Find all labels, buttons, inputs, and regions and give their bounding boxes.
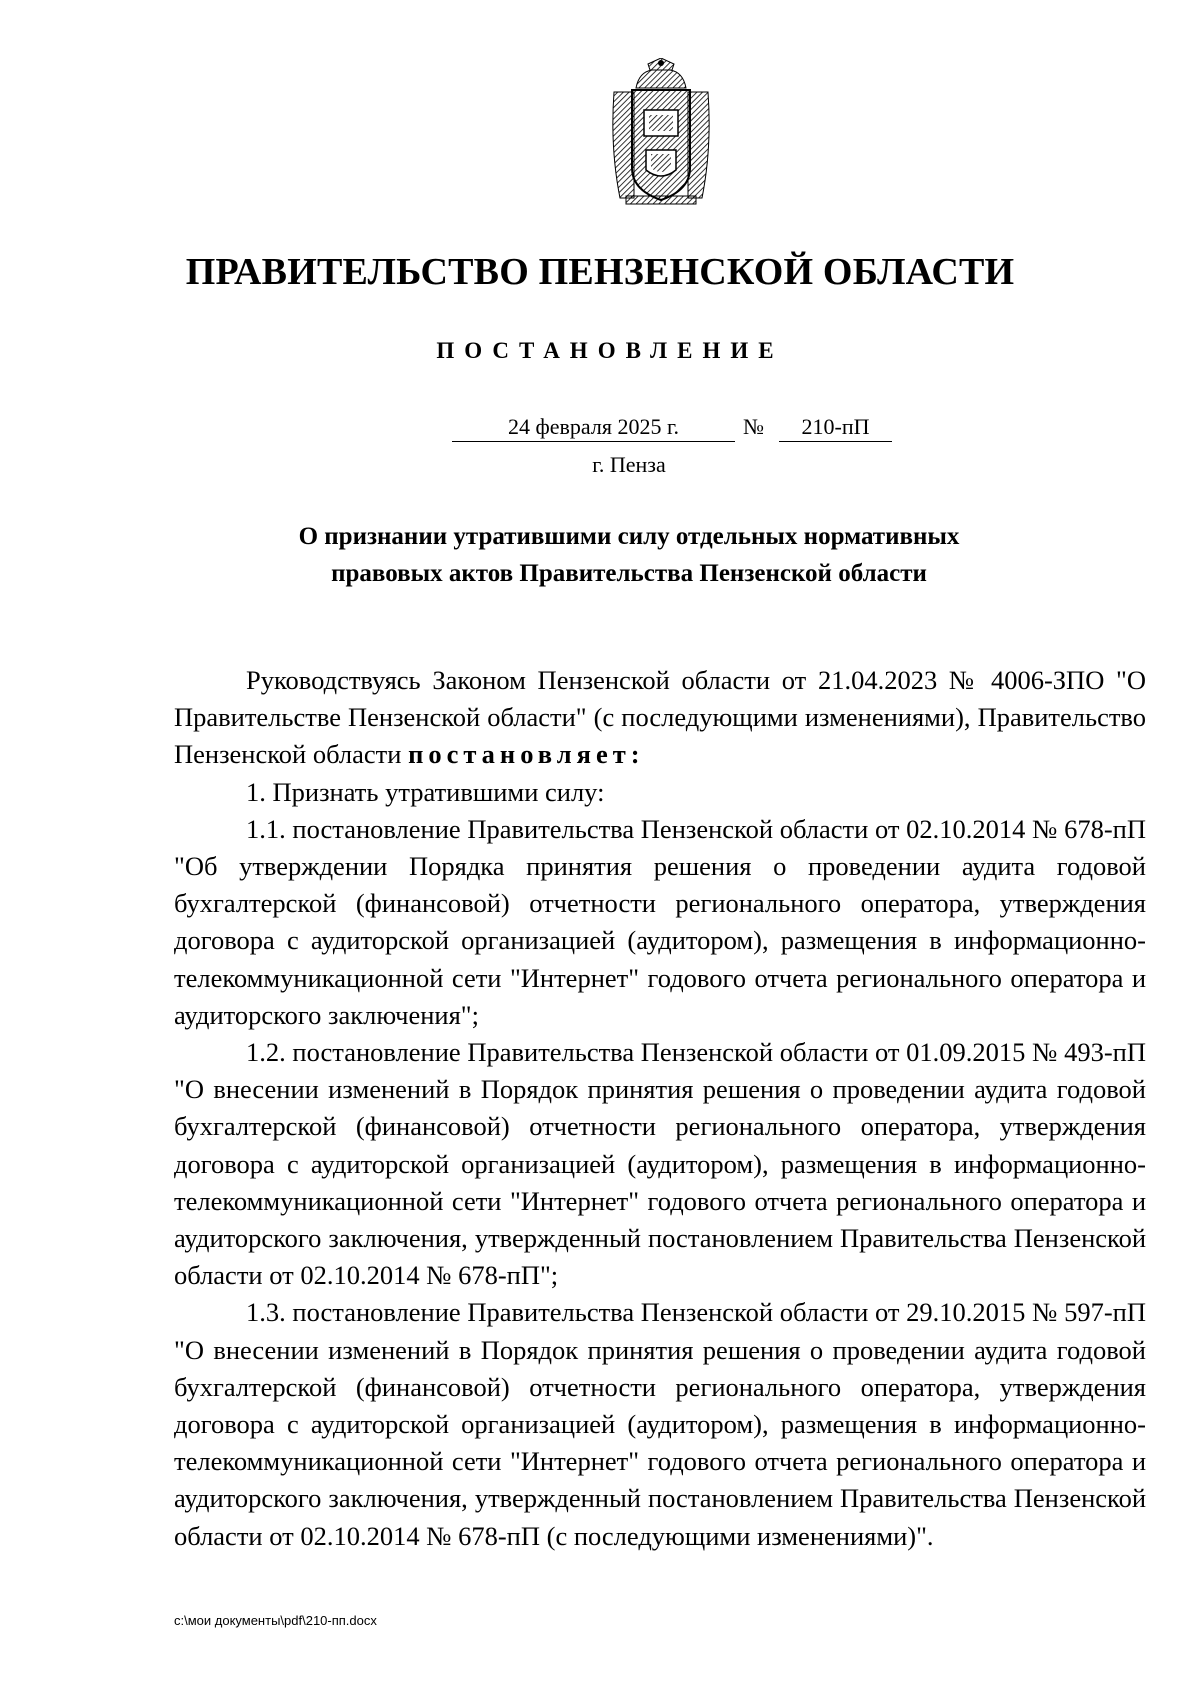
intro-paragraph	[174, 662, 1146, 774]
intro-text: Руководствуясь Законом Пензенской области от 21.04.2023 № 4006-ЗПО "О Правительстве Пензенской области" (с последующими изменениями), Правительство Пензенской области	[174, 665, 1146, 770]
document-body	[174, 662, 1146, 1555]
document-subject	[0, 518, 1200, 592]
file-path-footer: c:\мои документы\pdf\210-пп.docx	[174, 1613, 377, 1628]
document-date: 24 февраля 2025 г.	[452, 414, 735, 442]
document-number: 210-пП	[779, 414, 892, 442]
item-1-1: 1.1. постановление Правительства Пензенской области от 02.10.2014 № 678-пП "Об утверждении Порядка принятия решения о проведении аудита годовой бухгалтерской (финансовой) отчетности регионального оператора, утверждения договора с аудиторской организацией (аудитором), размещения в информационно-телекоммуникационной сети "Интернет" годового отчета регионального оператора и аудиторского заключения";	[174, 813, 1146, 1030]
subject-line-1: О признании утратившими силу отдельных нормативных	[298, 523, 960, 550]
item-1-3: 1.3. постановление Правительства Пензенской области от 29.10.2015 № 597-пП "О внесении изменений в Порядок принятия решения о проведении аудита годовой бухгалтерской (финансовой) отчетности регионального оператора, утверждения договора с аудиторской организацией (аудитором), размещения в информационно-телекоммуникационной сети "Интернет" годового отчета регионального оператора и аудиторского заключения, утвержденный постановлением Правительства Пензенской области от 02.10.2014 № 678-пП (с последующими изменениями)".	[174, 1297, 1146, 1551]
document-type: ПОСТАНОВЛЕНИЕ	[436, 338, 784, 363]
date-number-line	[0, 414, 1200, 444]
subject-line-2: правовых актов Правительства Пензенской области	[331, 560, 927, 587]
item-1: 1. Признать утратившими силу:	[246, 776, 605, 807]
coat-of-arms-icon	[606, 58, 716, 208]
number-sign: №	[743, 414, 764, 439]
city: г. Пенза	[592, 452, 666, 477]
decree-word: постановляет:	[408, 739, 645, 770]
organization-title: ПРАВИТЕЛЬСТВО ПЕНЗЕНСКОЙ ОБЛАСТИ	[185, 251, 1015, 293]
item-1-2: 1.2. постановление Правительства Пензенской области от 01.09.2015 № 493-пП "О внесении изменений в Порядок принятия решения о проведении аудита годовой бухгалтерской (финансовой) отчетности регионального оператора, утверждения договора с аудиторской организацией (аудитором), размещения в информационно-телекоммуникационной сети "Интернет" годового отчета регионального оператора и аудиторского заключения, утвержденный постановлением Правительства Пензенской области от 02.10.2014 № 678-пП";	[174, 1037, 1146, 1291]
